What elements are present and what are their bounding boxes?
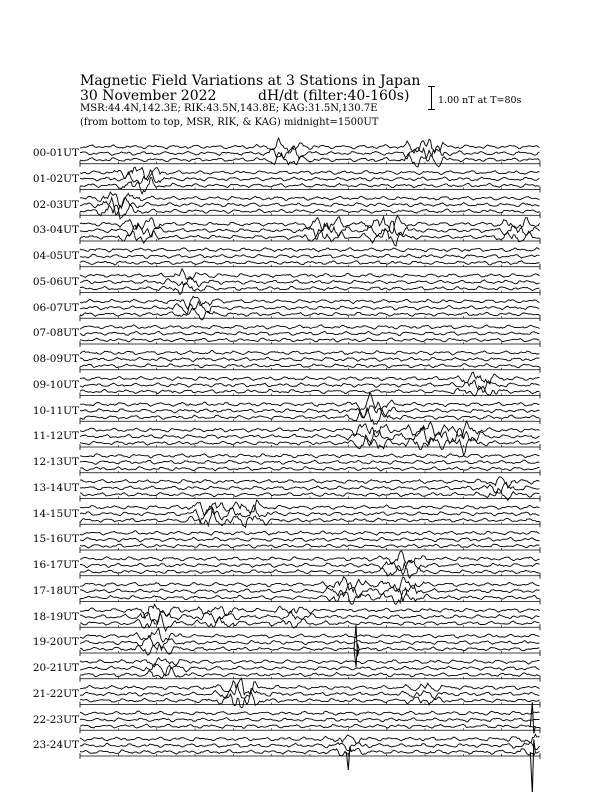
- trace-kag: [80, 421, 540, 438]
- trace-rik: [80, 718, 540, 723]
- hour-label: 15-16UT: [32, 533, 79, 546]
- trace-kag: [80, 269, 540, 280]
- trace-rik: [80, 254, 540, 258]
- trace-rik: [80, 482, 540, 493]
- hour-label: 11-12UT: [32, 430, 79, 443]
- trace-msr: [80, 645, 540, 655]
- trace-kag: [80, 138, 540, 153]
- hour-label: 04-05UT: [32, 250, 79, 262]
- trace-kag: [80, 678, 540, 695]
- trace-kag: [80, 551, 540, 565]
- chart-title: Magnetic Field Variations at 3 Stations in Japan: [80, 73, 421, 89]
- trace-rik: [80, 742, 540, 750]
- trace-rik: [80, 406, 540, 418]
- trace-kag: [80, 350, 540, 355]
- trace-msr: [80, 261, 540, 265]
- stations-label: MSR:44.4N,142.3E; RIK:43.5N,143.8E; KAG:31.5N,130.7E: [80, 103, 378, 114]
- trace-msr: [80, 364, 540, 368]
- hour-label: 23-24UT: [32, 739, 79, 752]
- hour-label: 21-22UT: [32, 687, 79, 700]
- scale-label: 1.00 nT at T=80s: [438, 95, 522, 106]
- trace-msr: [80, 150, 540, 167]
- trace-rik: [80, 583, 540, 602]
- trace-kag: [80, 477, 540, 487]
- trace-rik: [80, 277, 540, 287]
- trace-rik: [80, 428, 540, 446]
- trace-rik: [80, 460, 540, 464]
- hour-label: 17-18UT: [32, 584, 79, 597]
- trace-kag: [80, 604, 540, 618]
- trace-kag: [80, 711, 540, 715]
- hour-label: 18-19UT: [32, 610, 79, 623]
- hour-label: 06-07UT: [32, 301, 79, 314]
- trace-msr: [80, 724, 540, 728]
- trace-rik: [80, 331, 540, 335]
- hour-label: 20-21UT: [32, 662, 79, 674]
- trace-kag: [80, 734, 540, 743]
- hour-label: 10-11UT: [32, 404, 79, 417]
- trace-rik: [80, 664, 540, 675]
- hour-label: 03-04UT: [32, 224, 79, 237]
- trace-kag: [80, 500, 540, 515]
- trace-msr: [80, 544, 540, 548]
- trace-kag: [80, 531, 540, 536]
- trace-msr: [80, 205, 540, 219]
- trace-msr: [80, 467, 540, 471]
- trace-msr: [80, 409, 540, 424]
- trace-kag: [80, 325, 540, 329]
- hour-label: 05-06UT: [32, 275, 79, 288]
- trace-msr: [80, 338, 540, 342]
- hour-label: 12-13UT: [32, 456, 79, 468]
- trace-kag: [80, 454, 540, 458]
- spike-trace: [530, 739, 535, 792]
- hour-label: 14-15UT: [32, 507, 79, 520]
- trace-kag: [80, 248, 540, 253]
- order-note-label: (from bottom to top, MSR, RIK, & KAG) midnight=1500UT: [80, 117, 379, 128]
- trace-kag: [80, 628, 540, 642]
- hour-label: 01-02UT: [32, 172, 79, 185]
- spike-trace: [530, 702, 535, 733]
- trace-rik: [80, 221, 540, 239]
- trace-kag: [80, 216, 540, 234]
- trace-rik: [80, 357, 540, 361]
- date-label: 30 November 2022: [80, 88, 217, 104]
- hour-label: 00-01UT: [32, 147, 79, 159]
- component-label: dH/dt (filter:40-160s): [258, 88, 410, 104]
- hour-label: 13-14UT: [32, 481, 79, 494]
- spike-trace: [354, 644, 359, 667]
- trace-kag: [80, 372, 540, 384]
- trace-rik: [80, 537, 540, 542]
- hour-label: 08-09UT: [32, 353, 79, 365]
- hour-label: 02-03UT: [32, 198, 79, 211]
- hour-label: 19-20UT: [32, 636, 79, 649]
- hour-label: 16-17UT: [32, 559, 79, 571]
- trace-kag: [80, 658, 540, 667]
- hour-label: 22-23UT: [32, 713, 79, 726]
- hour-label: 09-10UT: [32, 378, 79, 391]
- trace-kag: [80, 296, 540, 309]
- hour-label: 07-08UT: [32, 327, 79, 340]
- trace-rik: [80, 301, 540, 313]
- trace-kag: [80, 577, 540, 592]
